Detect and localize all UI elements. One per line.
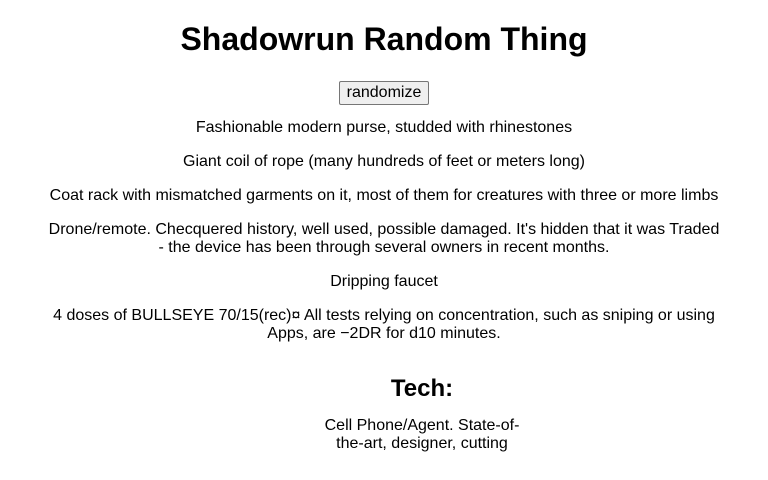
list-item: Giant coil of rope (many hundreds of feet or meters long) xyxy=(183,153,585,170)
tech-items-list xyxy=(0,417,768,453)
randomize-button[interactable]: randomize xyxy=(339,81,430,105)
page-title: Shadowrun Random Thing xyxy=(180,21,588,57)
random-items-list xyxy=(0,119,768,343)
tech-heading: Tech: xyxy=(390,375,454,402)
list-item: Coat rack with mismatched garments on it, most of them for creatures with three or more limbs xyxy=(49,187,719,204)
tech-item: Cell Phone/Agent. State-of-the-art, designer, cutting xyxy=(324,417,520,452)
list-item: Drone/remote. Checquered history, well used, possible damaged. It's hidden that it was Traded - the device has been through several owners in recent months. xyxy=(48,221,720,256)
list-item: Fashionable modern purse, studded with rhinestones xyxy=(195,119,573,136)
button-row xyxy=(0,81,768,105)
list-item: Dripping faucet xyxy=(330,273,438,290)
list-item: 4 doses of BULLSEYE 70/15(rec)¤ All tests relying on concentration, such as sniping or using Apps, are −2DR for d10 minutes. xyxy=(53,307,715,342)
